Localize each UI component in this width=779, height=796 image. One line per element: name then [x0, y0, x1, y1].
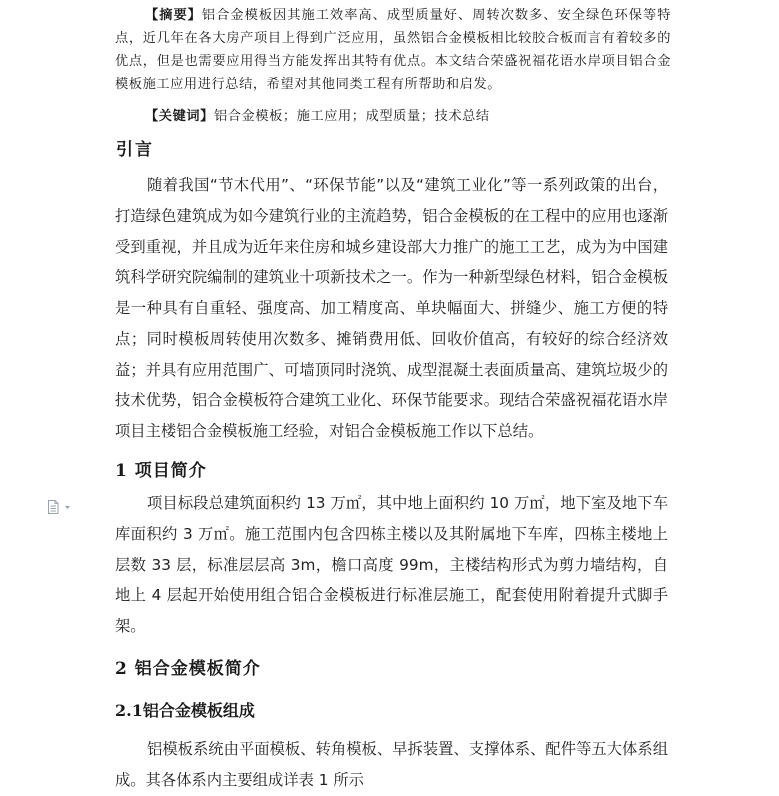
paragraph-marker[interactable] [47, 499, 73, 515]
keywords-label: 【关键词】 [145, 109, 214, 124]
keywords-text: 铝合金模板；施工应用；成型质量；技术总结 [213, 109, 490, 124]
intro-paragraph: 随着我国“节木代用”、“环保节能”以及“建筑工业化”等一系列政策的出台，打造绿色建筑成为如今建筑行业的主流趋势，铝合金模板的在工程中的应用也逐渐受到重视，并且成为近年来住房和城乡建设部大力推广的施工工艺，成为为中国建筑科学研究院编制的建筑业十项新技术之一。作为一种新型绿色材料，铝合金模板是一种具有自重轻、强度高、加工精度高、单块幅面大、拼缝少、施工方便的特点；同时模板周转使用次数多、摊销费用低、回收价值高，有较好的综合经济效益；并具有应用范围广、可墙顶同时浇筑、成型混凝土表面质量高、建筑垃圾少的技术优势，铝合金模板符合建筑工业化、环保节能要求。现结合荣盛祝福花语水岸项目主楼铝合金模板施工经验，对铝合金模板施工作以下总结。 [115, 176, 668, 440]
section-2-1-paragraph: 铝模板系统由平面模板、转角模板、早拆装置、支撑体系、配件等五大体系组成。其各体系内主要组成详表 1 所示 [115, 740, 668, 789]
intro-heading: 引言 [116, 140, 154, 160]
section-1-heading: 1 项目简介 [115, 461, 207, 481]
keywords-line [115, 106, 671, 128]
abstract-paragraph [115, 4, 671, 96]
abstract-text: 铝合金模板因其施工效率高、成型质量好、周转次数多、安全绿色环保等特点，近几年在各大房产项目上得到广泛应用，虽然铝合金模板相比较胶合板而言有着较多的优点，但是也需要应用得当方能发挥出其特有优点。本文结合荣盛祝福花语水岸项目铝合金模板施工应用进行总结，希望对其他同类工程有所帮助和启发。 [115, 8, 672, 92]
section-1-paragraph: 项目标段总建筑面积约 13 万㎡，其中地上面积约 10 万㎡，地下室及地下车库面积约 3 万㎡。施工范围内包含四栋主楼以及其附属地下车库，四栋主楼地上层数 33 层，标准层层高 3m，檐口高度 99m，主楼结构形式为剪力墙结构，自地上 4 层起开始使用组合铝合金模板进行标准层施工，配套使用附着提升式脚手架。 [115, 494, 668, 635]
section-2-1-heading: 2.1铝合金模板组成 [115, 701, 255, 720]
section-2-heading: 2 铝合金模板简介 [115, 659, 261, 679]
abstract-label: 【摘要】 [145, 8, 202, 23]
document-icon [47, 499, 73, 515]
